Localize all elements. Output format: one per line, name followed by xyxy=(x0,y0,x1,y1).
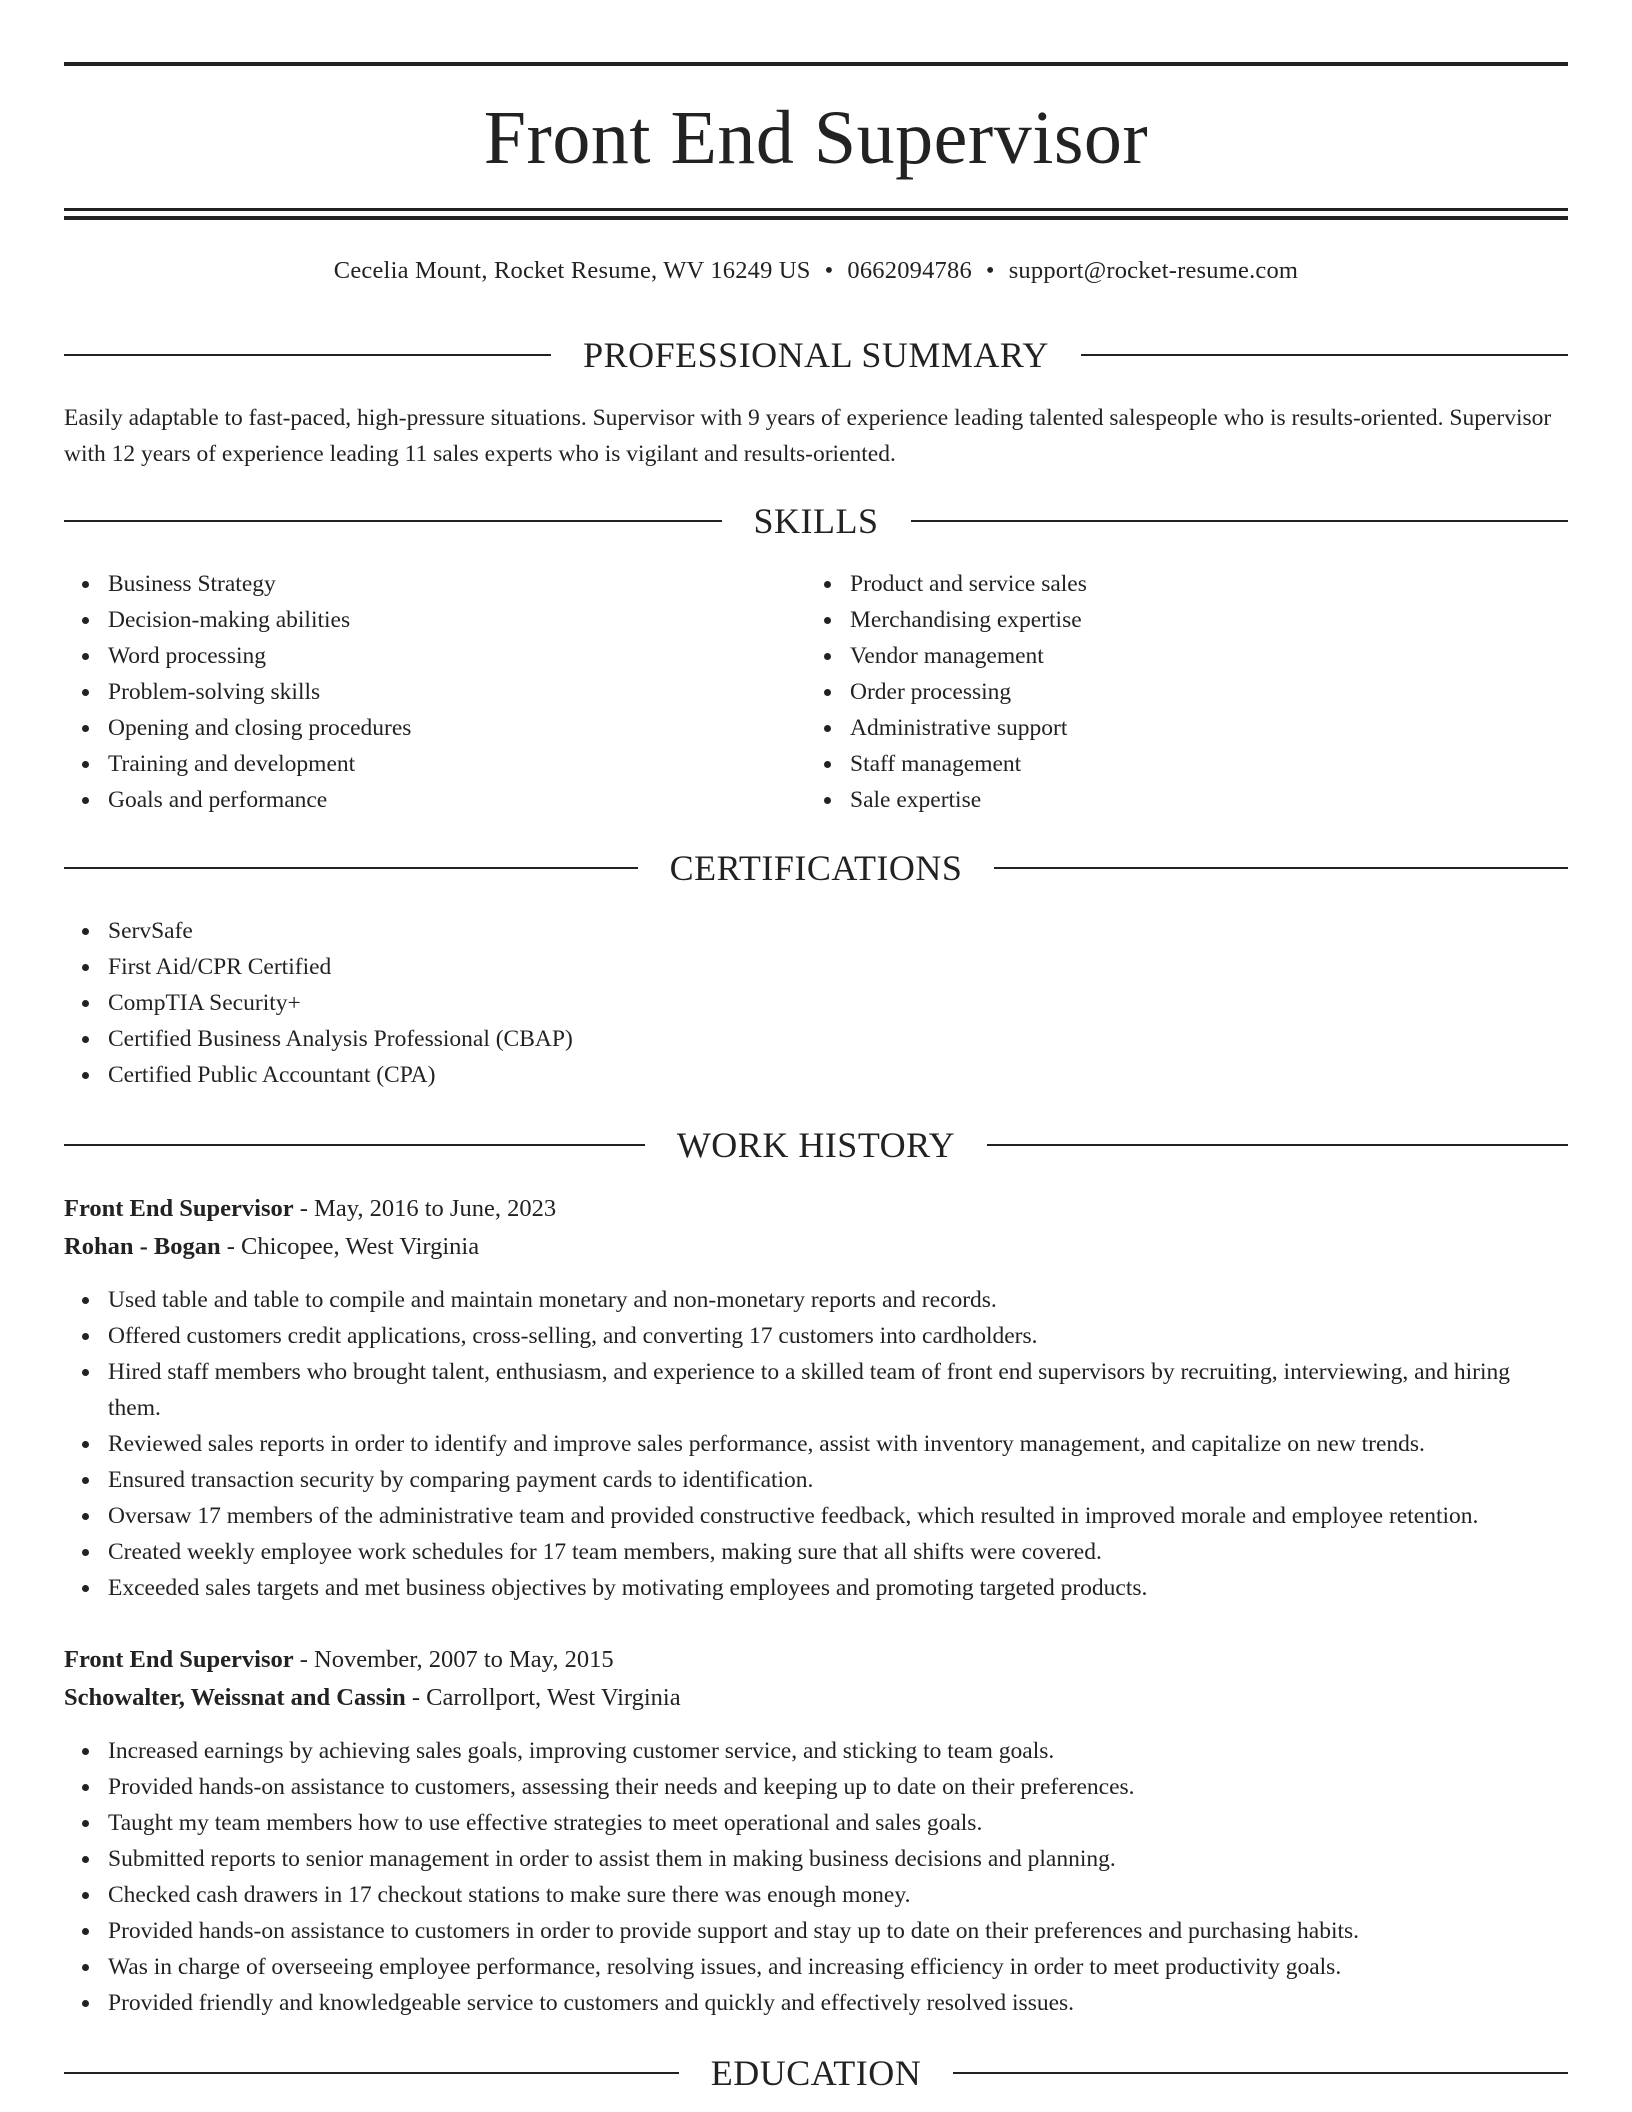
skill-item: Merchandising expertise xyxy=(850,602,1566,638)
header-rule-lower xyxy=(64,216,1568,220)
contact-address: Cecelia Mount, Rocket Resume, WV 16249 US xyxy=(333,257,811,284)
resume-name: Front End Supervisor xyxy=(483,96,1149,180)
skill-item: Sale expertise xyxy=(850,782,1566,818)
job-bullet: Submitted reports to senior management in order to assist them in making business decisions and planning. xyxy=(108,1841,1568,1877)
heading-rule xyxy=(64,354,551,356)
job-bullet: Taught my team members how to use effective strategies to meet operational and sales goals. xyxy=(108,1805,1568,1841)
job-dates: - November, 2007 to May, 2015 xyxy=(293,1646,614,1673)
section-heading-work-history xyxy=(64,1120,1568,1170)
certifications-list xyxy=(64,913,1568,1093)
heading-rule xyxy=(64,520,722,522)
job-bullet: Oversaw 17 members of the administrative team and provided constructive feedback, which resulted in improved morale and employee retention. xyxy=(108,1498,1568,1534)
heading-rule xyxy=(994,867,1568,869)
contact-phone: 0662094786 xyxy=(847,257,972,284)
skill-item: Administrative support xyxy=(850,710,1566,746)
section-title: PROFESSIONAL SUMMARY xyxy=(583,335,1049,375)
job-company: Rohan - Bogan xyxy=(64,1233,221,1260)
top-rule xyxy=(64,62,1568,66)
job-bullet: Hired staff members who brought talent, enthusiasm, and experience to a skilled team of front end supervisors by recruiting, interviewing, and hiring them. xyxy=(108,1354,1568,1426)
heading-rule xyxy=(64,2072,679,2074)
section-heading-education xyxy=(64,2048,1568,2098)
job-bullet: Provided friendly and knowledgeable service to customers and quickly and effectively resolved issues. xyxy=(108,1985,1568,2021)
certification-item: Certified Public Accountant (CPA) xyxy=(108,1057,1568,1093)
job-bullet: Checked cash drawers in 17 checkout stations to make sure there was enough money. xyxy=(108,1877,1568,1913)
skill-item: Goals and performance xyxy=(108,782,804,818)
job-bullet: Created weekly employee work schedules for 17 team members, making sure that all shifts were covered. xyxy=(108,1534,1568,1570)
section-title: WORK HISTORY xyxy=(676,1125,956,1165)
job-title-line xyxy=(64,1190,1568,1228)
section-heading-summary xyxy=(64,330,1568,380)
job-company-line xyxy=(64,1679,1568,1717)
skill-item: Opening and closing procedures xyxy=(108,710,804,746)
certification-item: ServSafe xyxy=(108,913,1568,949)
section-title: SKILLS xyxy=(753,501,879,541)
section-heading-skills xyxy=(64,496,1568,546)
job-bullet: Used table and table to compile and maintain monetary and non-monetary reports and records. xyxy=(108,1282,1568,1318)
job-title-line xyxy=(64,1641,1568,1679)
job-bullet: Increased earnings by achieving sales goals, improving customer service, and sticking to team goals. xyxy=(108,1733,1568,1769)
job-company: Schowalter, Weissnat and Cassin xyxy=(64,1684,406,1711)
job-title: Front End Supervisor xyxy=(64,1195,294,1222)
job-location: - Carrollport, West Virginia xyxy=(405,1684,681,1711)
heading-rule xyxy=(987,1144,1568,1146)
skill-item: Decision-making abilities xyxy=(108,602,804,638)
certification-item: First Aid/CPR Certified xyxy=(108,949,1568,985)
contact-separator: • xyxy=(824,257,834,284)
skill-item: Business Strategy xyxy=(108,566,804,602)
heading-rule xyxy=(64,867,638,869)
heading-rule xyxy=(64,1144,645,1146)
job-bullet: Provided hands-on assistance to customers in order to provide support and stay up to date on their preferences and purchasing habits. xyxy=(108,1913,1568,1949)
skills-column-left xyxy=(64,566,804,818)
job-bullets xyxy=(64,1733,1568,2021)
summary-text: Easily adaptable to fast-paced, high-pressure situations. Supervisor with 9 years of experience leading talented salespeople who is results-oriented. Supervisor with 12 years of experience leading 11 sales experts who is vigilant and results-oriented. xyxy=(64,405,1552,467)
certification-item: CompTIA Security+ xyxy=(108,985,1568,1021)
job-bullet: Reviewed sales reports in order to identify and improve sales performance, assist with inventory management, and capitalize on new trends. xyxy=(108,1426,1568,1462)
job-location: - Chicopee, West Virginia xyxy=(220,1233,480,1260)
job-bullet: Exceeded sales targets and met business objectives by motivating employees and promoting targeted products. xyxy=(108,1570,1568,1606)
section-title: CERTIFICATIONS xyxy=(669,848,963,888)
job-bullets xyxy=(64,1282,1568,1606)
skill-item: Training and development xyxy=(108,746,804,782)
skill-item: Vendor management xyxy=(850,638,1566,674)
job-bullet: Was in charge of overseeing employee performance, resolving issues, and increasing efficiency in order to meet productivity goals. xyxy=(108,1949,1568,1985)
certification-item: Certified Business Analysis Professional (CBAP) xyxy=(108,1021,1568,1057)
skill-item: Product and service sales xyxy=(850,566,1566,602)
skills-column-right xyxy=(806,566,1566,818)
heading-rule xyxy=(911,520,1569,522)
job-title: Front End Supervisor xyxy=(64,1646,294,1673)
header-rule-upper xyxy=(64,208,1568,211)
heading-rule xyxy=(953,2072,1568,2074)
skill-item: Staff management xyxy=(850,746,1566,782)
heading-rule xyxy=(1081,354,1568,356)
job-company-line xyxy=(64,1228,1568,1266)
skill-item: Word processing xyxy=(108,638,804,674)
job-dates: - May, 2016 to June, 2023 xyxy=(293,1195,557,1222)
section-title: EDUCATION xyxy=(710,2053,922,2093)
section-heading-certifications xyxy=(64,843,1568,893)
contact-line xyxy=(64,253,1568,289)
job-bullet: Offered customers credit applications, cross-selling, and converting 17 customers into cardholders. xyxy=(108,1318,1568,1354)
job-bullet: Provided hands-on assistance to customers, assessing their needs and keeping up to date on their preferences. xyxy=(108,1769,1568,1805)
skill-item: Problem-solving skills xyxy=(108,674,804,710)
skill-item: Order processing xyxy=(850,674,1566,710)
contact-email: support@rocket-resume.com xyxy=(1008,257,1299,284)
contact-separator: • xyxy=(985,257,995,284)
job-bullet: Ensured transaction security by comparing payment cards to identification. xyxy=(108,1462,1568,1498)
